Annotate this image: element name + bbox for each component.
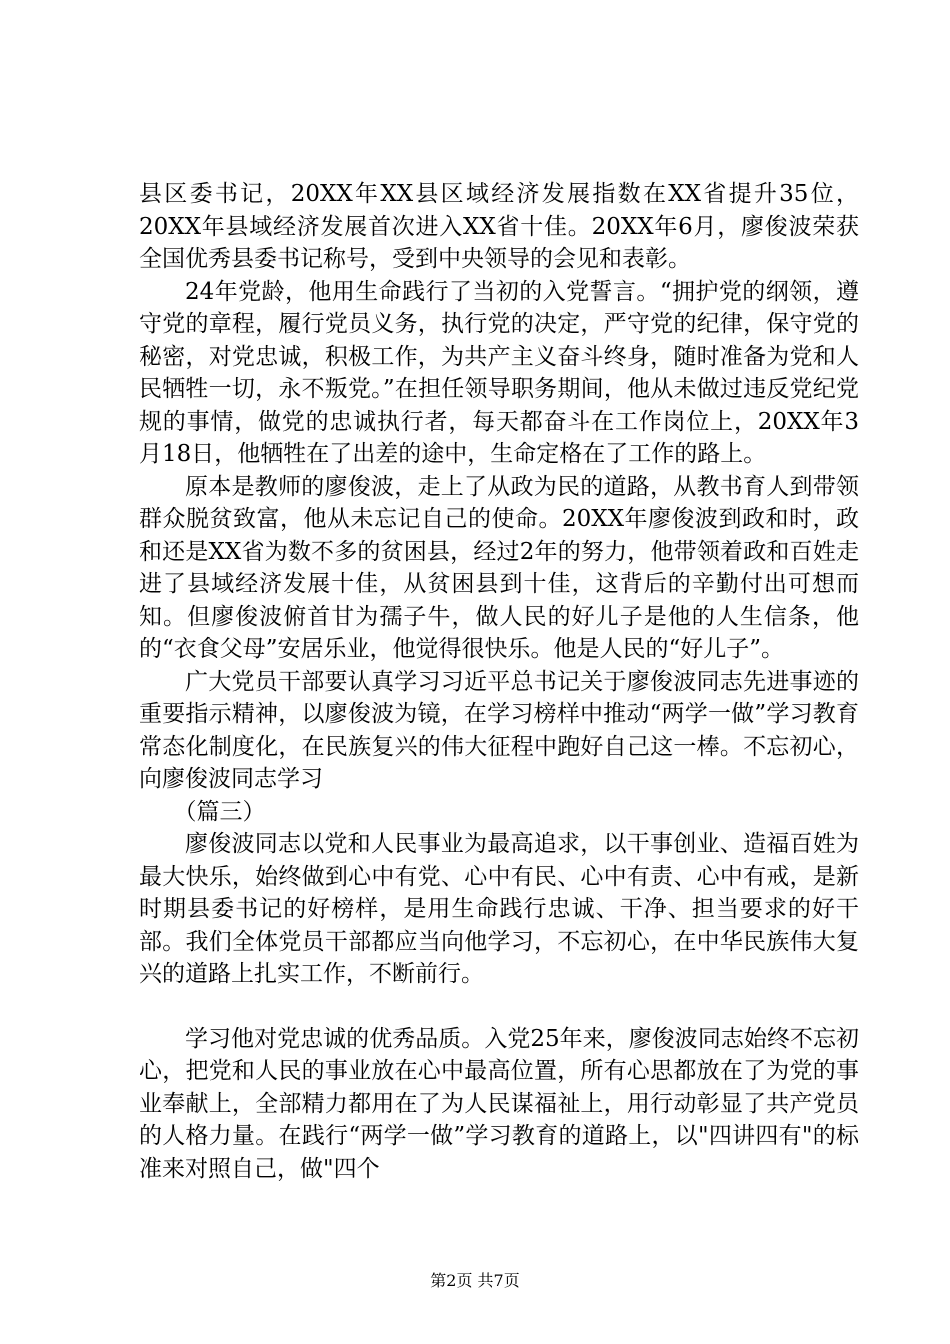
paragraph-4: 广大党员干部要认真学习习近平总书记关于廖俊波同志先进事迹的重要指示精神，以廖俊波为镜，在学习榜样中推动“两学一做”学习教育常态化制度化，在民族复兴的伟大征程中跑好自己这一棒。不忘初心，向廖俊波同志学习 xyxy=(139,668,859,792)
paragraph-6: 学习他对党忠诚的优秀品质。入党25年来，廖俊波同志始终不忘初心，把党和人民的事业放在心中最高位置，所有心思都放在了为党的事业奉献上，全部精力都用在了为人民谋福祉上，用行动彰显了共产党员的人格力量。在践行“两学一做”学习教育的道路上，以"四讲四有"的标准来对照自己，做"四个 xyxy=(139,1025,859,1182)
page-footer: 第2页 共7页 xyxy=(430,1271,520,1290)
paragraph-1: 县区委书记，20XX年XX县区域经济发展指数在XX省提升35位，20XX年县域经济发展首次进入XX省十佳。20XX年6月，廖俊波荣获全国优秀县委书记称号，受到中央领导的会见和表彰。 xyxy=(139,181,859,272)
body-text xyxy=(139,178,859,1185)
paragraph-3: 原本是教师的廖俊波，走上了从政为民的道路，从教书育人到带领群众脱贫致富，他从未忘记自己的使命。20XX年廖俊波到政和时，政和还是XX省为数不多的贫困县，经过2年的努力，他带领着政和百姓走进了县域经济发展十佳，从贫困县到十佳，这背后的辛勤付出可想而知。但廖俊波俯首甘为孺子牛，做人民的好儿子是他的人生信条，他的“衣食父母”安居乐业，他觉得很快乐。他是人民的“好儿子”。 xyxy=(139,473,859,662)
section-heading: （篇三） xyxy=(173,798,266,825)
paragraph-5: 廖俊波同志以党和人民事业为最高追求，以干事创业、造福百姓为最大快乐，始终做到心中有党、心中有民、心中有责、心中有戒，是新时期县委书记的好榜样，是用生命践行忠诚、干净、担当要求的好干部。我们全体党员干部都应当向他学习，不忘初心，在中华民族伟大复兴的道路上扎实工作，不断前行。 xyxy=(139,831,859,987)
paragraph-2: 24年党龄，他用生命践行了当初的入党誓言。“拥护党的纲领，遵守党的章程，履行党员义务，执行党的决定，严守党的纪律，保守党的秘密，对党忠诚，积极工作，为共产主义奋斗终身，随时准备为党和人民牺牲一切，永不叛党。”在担任领导职务期间，他从未做过违反党纪党规的事情，做党的忠诚执行者，每天都奋斗在工作岗位上，20XX年3月18日，他牺牲在了出差的途中，生命定格在了工作的路上。 xyxy=(139,278,859,467)
